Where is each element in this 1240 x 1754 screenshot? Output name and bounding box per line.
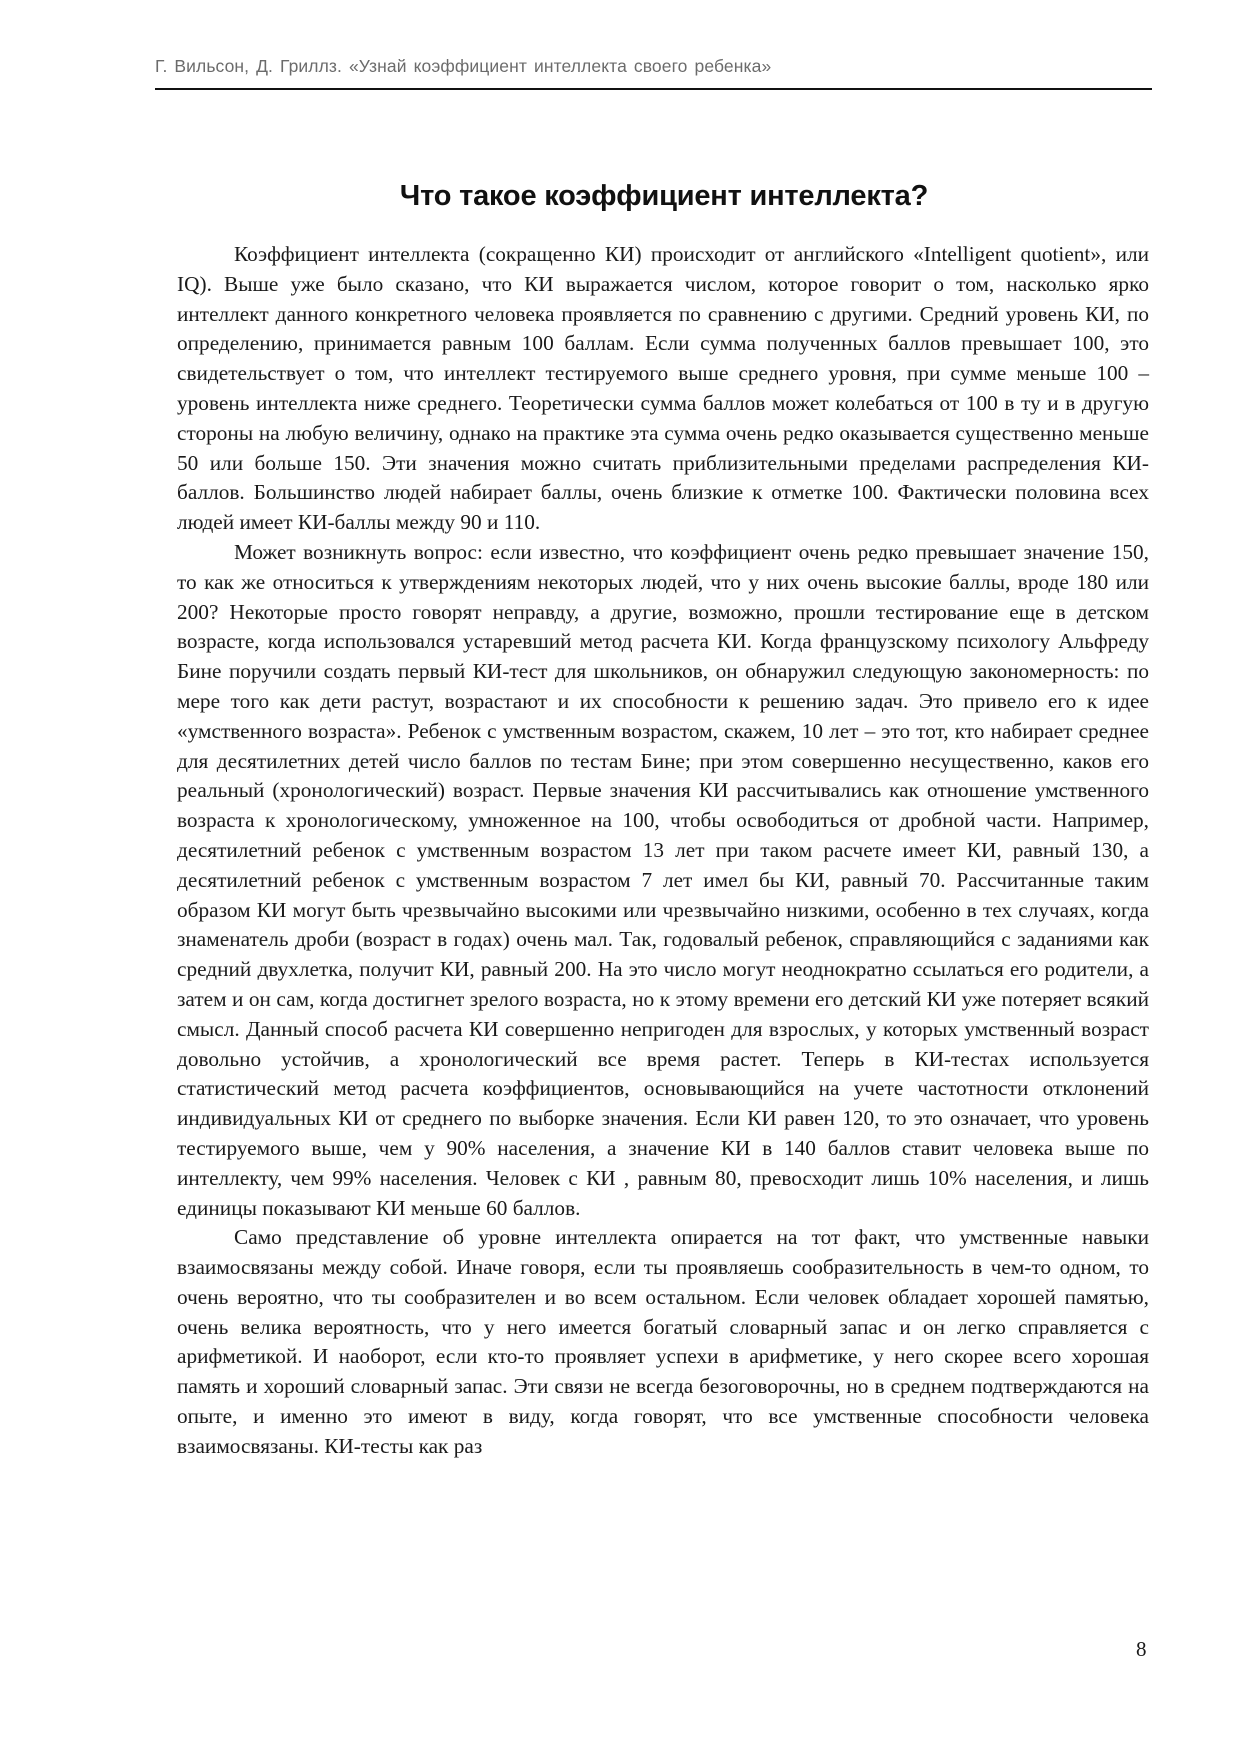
paragraph-1: Коэффициент интеллекта (сокращенно КИ) происходит от английского «Intelligent quotient», или IQ). Выше уже было сказано, что КИ выражается числом, которое говорит о том, насколько ярко интеллект данного конкретного человека проявляется по сравнению с другими. Средний уровень КИ, по определению, принимается равным 100 баллам. Если сумма полученных баллов превышает 100, это свидетельствует о том, что интеллект тестируемого выше среднего уровня, при сумме меньше 100 – уровень интеллекта ниже среднего. Теоретически сумма баллов может колебаться от 100 в ту и в другую стороны на любую величину, однако на практике эта сумма очень редко оказывается существенно меньше 50 или больше 150. Эти значения можно считать приблизительными пределами распределения КИ-баллов. Большинство людей набирает баллы, очень близкие к отметке 100. Фактически половина всех людей имеет КИ-баллы между 90 и 110. bbox=[177, 242, 1149, 535]
paragraph-2: Может возникнуть вопрос: если известно, что коэффициент очень редко превышает значение 150, то как же относиться к утверждениям некоторых людей, что у них очень высокие баллы, вроде 180 или 200? Некоторые просто говорят неправду, а другие, возможно, прошли тестирование еще в детском возрасте, когда использовался устаревший метод расчета КИ. Когда французскому психологу Альфреду Бине поручили создать первый КИ-тест для школьников, он обнаружил следующую закономерность: по мере того как дети растут, возрастают и их способности к решению задач. Это привело его к идее «умственного возраста». Ребенок с умственным возрастом, скажем, 10 лет – это тот, кто набирает среднее для десятилетних детей число баллов по тестам Бине; при этом совершенно несущественно, каков его реальный (хронологический) возраст. Первые значения КИ рассчитывались как отношение умственного возраста к хронологическому, умноженное на 100, чтобы освободиться от дробной части. Например, десятилетний ребенок с умственным возрастом 13 лет при таком расчете имеет КИ, равный 130, а десятилетний ребенок с умственным возрастом 7 лет имел бы КИ, равный 70. Рассчитанные таким образом КИ могут быть чрезвычайно высокими или чрезвычайно низкими, особенно в тех случаях, когда знаменатель дроби (возраст в годах) очень мал. Так, годовалый ребенок, справляющийся с заданиями как средний двухлетка, получит КИ, равный 200. На это число могут неоднократно ссылаться его родители, а затем и он сам, когда достигнет зрелого возраста, но к этому времени его детский КИ уже потеряет всякий смысл. Данный способ расчета КИ совершенно непригоден для взрослых, у которых умственный возраст довольно устойчив, а хронологический все время растет. Теперь в КИ-тестах используется статистический метод расчета коэффициентов, основывающийся на учете частотности отклонений индивидуальных КИ от среднего по выборке значения. Если КИ равен 120, то это означает, что уровень тестируемого выше, чем у 90% населения, а значение КИ в 140 баллов ставит человека выше по интеллекту, чем 99% населения. Человек с КИ , равным 80, превосходит лишь 10% населения, и лишь единицы показывают КИ меньше 60 баллов. bbox=[177, 539, 1149, 1220]
header-rule bbox=[155, 88, 1152, 90]
paragraph-3: Само представление об уровне интеллекта опирается на тот факт, что умственные навыки взаимосвязаны между собой. Иначе говоря, если ты проявляешь сообразительность в чем-то одном, то очень вероятно, что ты сообразителен и во всем остальном. Если человек обладает хорошей памятью, очень велика вероятность, что у него имеется богатый словарный запас и он легко справляется с арифметикой. И наоборот, если кто-то проявляет успехи в арифметике, у него скорее всего хорошая память и хороший словарный запас. Эти связи не всегда безоговорочны, но в среднем подтверждаются на опыте, и именно это имеют в виду, когда говорят, что все умственные способности человека взаимосвязаны. КИ-тесты как раз bbox=[177, 1225, 1149, 1458]
page-number: 8 bbox=[1136, 1637, 1147, 1661]
running-head: Г. Вильсон, Д. Гриллз. «Узнай коэффициент интеллекта своего ребенка» bbox=[155, 56, 772, 76]
chapter-title: Что такое коэффициент интеллекта? bbox=[399, 180, 929, 212]
body-text bbox=[177, 240, 1149, 1462]
